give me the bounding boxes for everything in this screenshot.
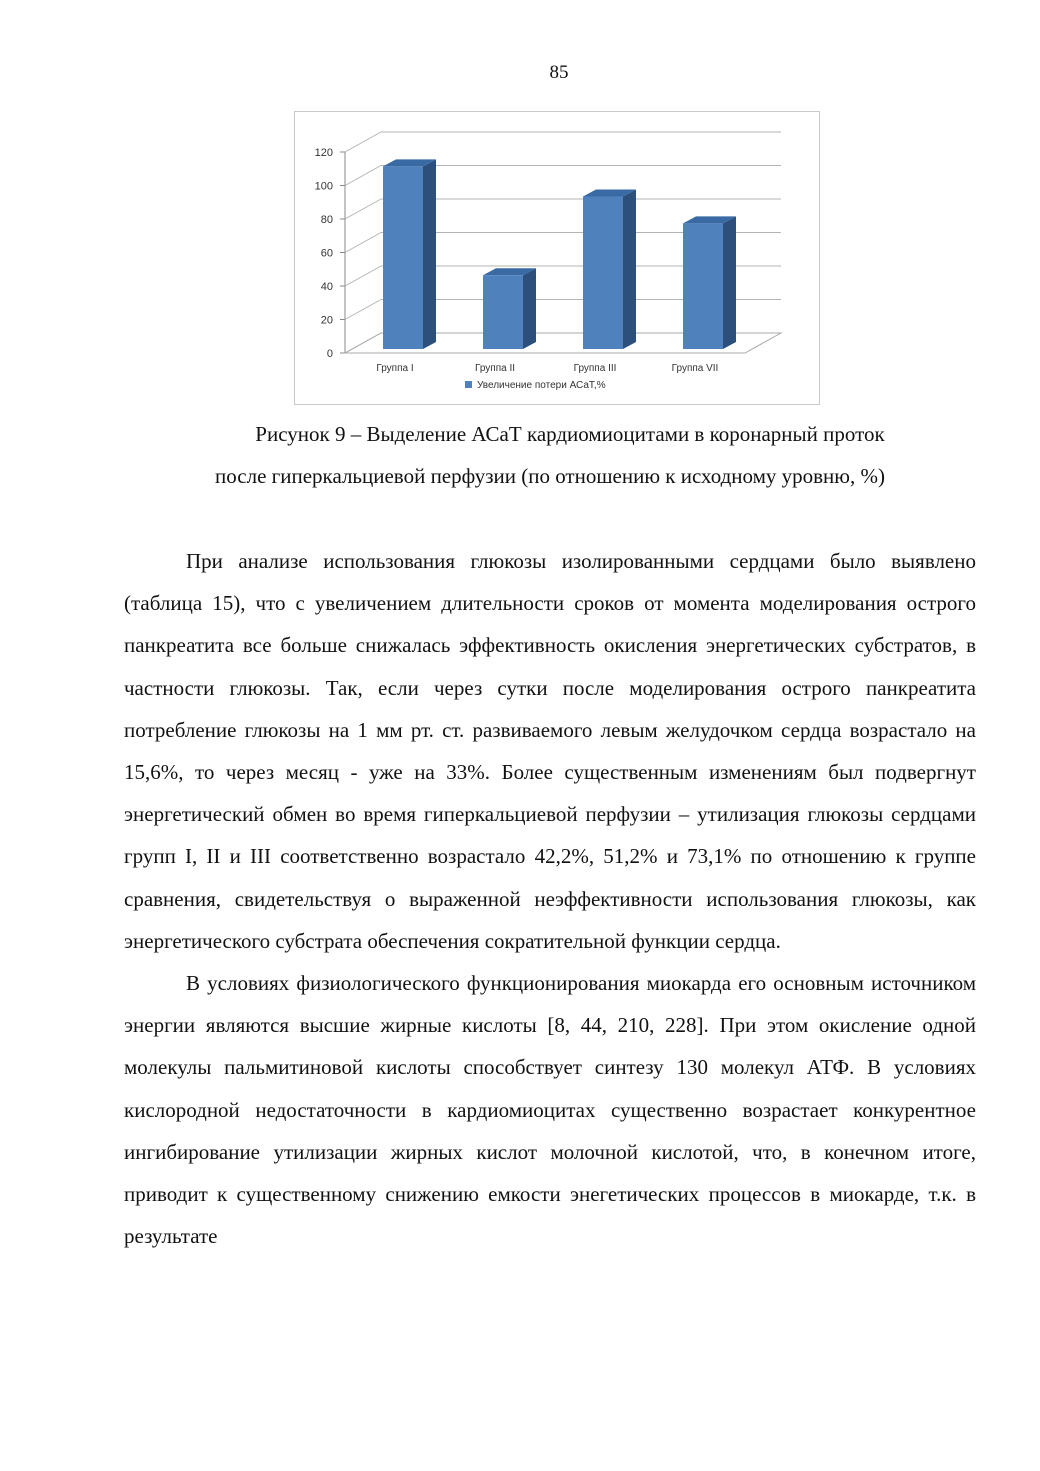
- gridline-diagonal: [345, 199, 381, 219]
- y-tick-label: 20: [320, 314, 333, 327]
- bar: [583, 197, 623, 349]
- gridline-diagonal: [345, 300, 381, 320]
- paragraph: При анализе использования глюкозы изолированными сердцами было выявлено (таблица 15), что с увеличением длительности сроков от момента моделирования острого панкреатита все больше снижалась эффективность окисления энергетических субстратов, в частности глюкозы. Так, если через сутки после моделирования острого панкреатита потребление глюкозы на 1 мм рт. ст. развиваемого левым желудочком сердца возрастало на 15,6%, то через месяц - уже на 33%. Более существенным изменениям был подвергнут энергетический обмен во время гиперкальциевой перфузии – утилизация глюкозы сердцами групп I, II и III соответственно возрастало 42,2%, 51,2% и 73,1% по отношению к группе сравнения, свидетельствуя о выраженной неэффективности использования глюкозы, как энергетического субстрата обеспечения сократительной функции сердца.: [124, 549, 976, 953]
- gridline-diagonal: [345, 132, 381, 152]
- legend-label: Увеличение потери АСаТ,%: [477, 380, 606, 391]
- bar: [483, 275, 523, 349]
- bar-side: [423, 159, 436, 349]
- body-text: [124, 540, 976, 1257]
- bar: [383, 166, 423, 349]
- x-tick-label: Группа VII: [671, 363, 719, 374]
- gridline-diagonal: [345, 266, 381, 286]
- bar: [683, 223, 723, 349]
- y-tick-label: 80: [320, 214, 333, 226]
- y-tick-label: 60: [320, 247, 333, 260]
- bar-side: [623, 190, 636, 349]
- y-tick-label: 100: [314, 180, 333, 193]
- bar-side: [523, 268, 536, 349]
- figure-caption-line-2: после гиперкальциевой перфузии (по отношению к исходному уровню, %): [215, 464, 885, 488]
- gridline-diagonal: [345, 166, 381, 186]
- paragraph: В условиях физиологического функционирования миокарда его основным источником энергии являются высшие жирные кислоты [8, 44, 210, 228]. При этом окисление одной молекулы пальмитиновой кислоты способствует синтезу 130 молекул АТФ. В условиях кислородной недостаточности в кардиомиоцитах существенно возрастает конкурентное ингибирование утилизации жирных кислот молочной кислотой, что, в конечном итоге, приводит к существенному снижению емкости энегетических процессов в миокарде, т.к. в результате: [124, 971, 976, 1249]
- y-tick-label: 120: [314, 147, 333, 159]
- page-number: 85: [549, 62, 569, 83]
- figure-caption-line-1: Рисунок 9 – Выделение АСаТ кардиомиоцитами в коронарный проток: [255, 422, 885, 446]
- chart-canvas: [295, 112, 819, 404]
- gridline-diagonal: [345, 233, 381, 253]
- x-tick-label: Группа III: [573, 363, 617, 374]
- y-tick-label: 40: [320, 281, 333, 293]
- legend-swatch: [465, 381, 472, 388]
- bar-chart: [294, 111, 820, 405]
- x-tick-label: Группа II: [474, 363, 516, 374]
- bar-side: [723, 216, 736, 349]
- x-tick-label: Группа I: [376, 363, 414, 374]
- y-tick-label: 0: [326, 348, 333, 360]
